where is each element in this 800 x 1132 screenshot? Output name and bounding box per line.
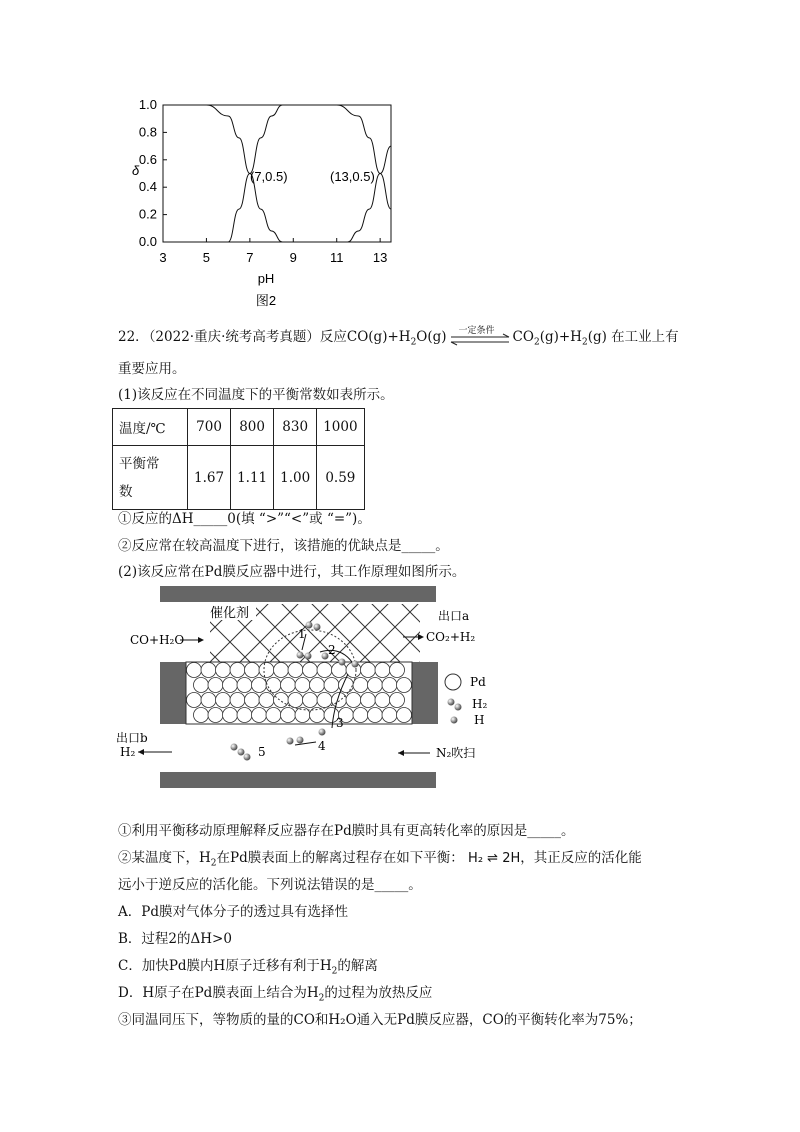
- pd-atom: [266, 708, 281, 723]
- legend-h: H: [474, 713, 485, 727]
- pd-atom: [382, 708, 397, 723]
- option-d: D．H原子在Pd膜表面上结合为$H_2$的过程为放热反应: [118, 985, 433, 1004]
- equilibrium-constant-table: [112, 408, 365, 510]
- q22-source: （2022·重庆·统考高考真题）: [148, 329, 320, 345]
- pd-atom: [288, 663, 303, 678]
- q1-1: ①反应的ΔH_____0(填 “>”“<”或 “=”)。: [118, 511, 371, 527]
- outlet-a-label: 出口a: [438, 609, 470, 623]
- x-tick-label: 7: [246, 250, 254, 265]
- pd-atom: [281, 678, 296, 693]
- q22-line1: 22．（2022·重庆·统考高考真题）反应$CO(g)+H_2O(g)$ 一定条件 $CO_2(g)+H_2(g)$ 在工业上有: [118, 325, 679, 348]
- step-1: 1: [298, 627, 306, 641]
- right-seal: [412, 662, 438, 724]
- x-tick-label: 13: [372, 250, 388, 265]
- pd-atom: [317, 663, 332, 678]
- table-cell: 0.59: [317, 446, 364, 510]
- pd-atom: [187, 693, 202, 708]
- pd-atom: [295, 678, 310, 693]
- x-tick-label: 5: [202, 250, 211, 265]
- y-tick-label: 0.2: [138, 206, 157, 222]
- table-cell: 800: [231, 409, 274, 446]
- step-2: 2: [328, 643, 336, 657]
- q2-3: 远小于逆反应的活化能。下列说法错误的是_____。: [118, 877, 422, 893]
- table-row: [113, 446, 365, 510]
- pd-atom: [252, 678, 267, 693]
- table-cell: 830: [274, 409, 317, 446]
- q22-number: 22．: [118, 329, 149, 345]
- pd-atom: [245, 663, 260, 678]
- pd-atom: [332, 663, 347, 678]
- inlet-label: CO+H₂O: [130, 633, 185, 647]
- legend-h2: H₂: [472, 697, 488, 711]
- legend-pd: Pd: [470, 675, 486, 689]
- y-tick-label: 0.6: [138, 151, 157, 167]
- pd-atom: [223, 708, 238, 723]
- pd-atom: [208, 678, 223, 693]
- table-header-temp: 温度/℃: [113, 409, 188, 446]
- pd-atom: [245, 693, 260, 708]
- step-3: 3: [336, 716, 344, 730]
- pd-atom: [288, 693, 303, 708]
- pd-atom: [208, 708, 223, 723]
- pd-atom: [259, 663, 274, 678]
- equilibrium-arrow: 一定条件: [447, 330, 513, 346]
- y-tick-label: 0.0: [138, 234, 157, 249]
- pd-atom: [259, 693, 274, 708]
- option-a: A．Pd膜对气体分子的透过具有选择性: [118, 904, 348, 920]
- pd-atom: [201, 663, 216, 678]
- pd-atom: [390, 693, 405, 708]
- table-cell: 1.00: [274, 446, 317, 510]
- annotation-7: (7,0.5): [250, 169, 288, 184]
- annotation-13: (13,0.5): [330, 169, 375, 184]
- product-label: CO₂+H₂: [426, 630, 476, 644]
- part1-intro: (1)该反应在不同温度下的平衡常数如表所示。: [118, 387, 394, 403]
- table-cell: 1000: [317, 409, 364, 446]
- option-c: C．加快Pd膜内H原子迁移有利于$H_2$的解离: [118, 958, 378, 977]
- q2-4: ③同温同压下，等物质的量的CO和H₂O通入无Pd膜反应器，CO的平衡转化率为75%；: [118, 1012, 642, 1028]
- q2-2: ②某温度下，$H_2$在Pd膜表面上的解离过程存在如下平衡： H₂ ⇌ 2H，其正反应的活化能: [118, 850, 642, 869]
- pd-atom: [201, 693, 216, 708]
- pd-atom: [237, 678, 252, 693]
- h-atom: [352, 661, 359, 668]
- dissociation-equation: H₂ ⇌ 2H: [468, 851, 521, 866]
- q2-1: ①利用平衡移动原理解释反应器存在Pd膜时具有更高转化率的原因是_____。: [118, 823, 575, 839]
- legend-h-symbol: [451, 717, 458, 724]
- legend-pd-symbol: [445, 674, 461, 690]
- option-b: B．过程2的ΔH>0: [118, 931, 232, 947]
- pd-atom: [274, 663, 289, 678]
- pd-atom: [281, 708, 296, 723]
- n2-label: N₂吹扫: [436, 746, 476, 760]
- pd-atom: [194, 678, 209, 693]
- y-tick-label: 0.4: [138, 179, 157, 195]
- pd-atom: [361, 663, 376, 678]
- pd-atom: [382, 678, 397, 693]
- pd-reactor-diagram: [110, 582, 510, 792]
- pd-atom: [303, 693, 318, 708]
- h-atom: [297, 737, 304, 744]
- pd-atom: [187, 663, 202, 678]
- legend-h2-symbol: [448, 699, 462, 711]
- bottom-wall: [160, 772, 436, 788]
- pd-atom: [317, 693, 332, 708]
- h-atom: [287, 738, 294, 745]
- pd-atom: [223, 678, 238, 693]
- pd-atom: [274, 693, 289, 708]
- series-line-curve-3: [348, 146, 391, 242]
- pd-atom: [346, 693, 361, 708]
- x-tick-label: 3: [159, 250, 167, 265]
- pd-atom: [310, 678, 325, 693]
- pd-atom: [216, 693, 231, 708]
- pd-atom: [266, 678, 281, 693]
- y-tick-label: 0.8: [138, 124, 157, 140]
- pd-atom: [375, 693, 390, 708]
- q22-line2: 重要应用。: [118, 361, 186, 377]
- top-wall: [160, 586, 436, 602]
- pd-atom: [353, 708, 368, 723]
- pd-atom: [375, 663, 390, 678]
- step-4: 4: [318, 739, 326, 753]
- figure2-chart: [120, 95, 400, 315]
- pd-atom: [353, 678, 368, 693]
- pd-atom: [397, 708, 412, 723]
- pd-atom: [324, 678, 339, 693]
- table-row: [113, 409, 365, 446]
- h2-out-label: H₂: [120, 745, 136, 759]
- pd-atom: [390, 663, 405, 678]
- table-cell: 1.11: [231, 446, 274, 510]
- pd-atom: [237, 708, 252, 723]
- h-atom: [319, 729, 326, 736]
- catalyst-label: 催化剂: [210, 606, 250, 621]
- step-5: 5: [258, 745, 266, 759]
- pd-atom: [397, 678, 412, 693]
- pd-atom: [361, 693, 376, 708]
- x-axis-label: pH: [257, 271, 275, 286]
- pd-atom: [194, 708, 209, 723]
- y-axis-label: δ: [132, 163, 140, 178]
- pd-atom: [230, 663, 245, 678]
- pd-atom: [252, 708, 267, 723]
- q1-2: ②反应常在较高温度下进行，该措施的优缺点是_____。: [118, 538, 449, 554]
- figure-caption: 图2: [255, 293, 277, 308]
- outlet-b-label: 出口b: [116, 731, 148, 745]
- y-tick-label: 1.0: [138, 97, 157, 112]
- pd-atom: [368, 708, 383, 723]
- x-tick-label: 11: [329, 250, 344, 265]
- pd-atom: [216, 663, 231, 678]
- part2-intro: (2)该反应常在Pd膜反应器中进行，其工作原理如图所示。: [118, 564, 466, 580]
- table-cell: 1.67: [188, 446, 231, 510]
- table-header-k: 平衡常 数: [113, 446, 188, 510]
- x-tick-label: 9: [289, 250, 297, 265]
- pd-atom: [303, 663, 318, 678]
- pd-atom: [368, 678, 383, 693]
- left-seal: [160, 662, 186, 724]
- h-atom: [339, 659, 346, 666]
- h2-molecule: [231, 744, 251, 761]
- pd-atom: [230, 693, 245, 708]
- table-cell: 700: [188, 409, 231, 446]
